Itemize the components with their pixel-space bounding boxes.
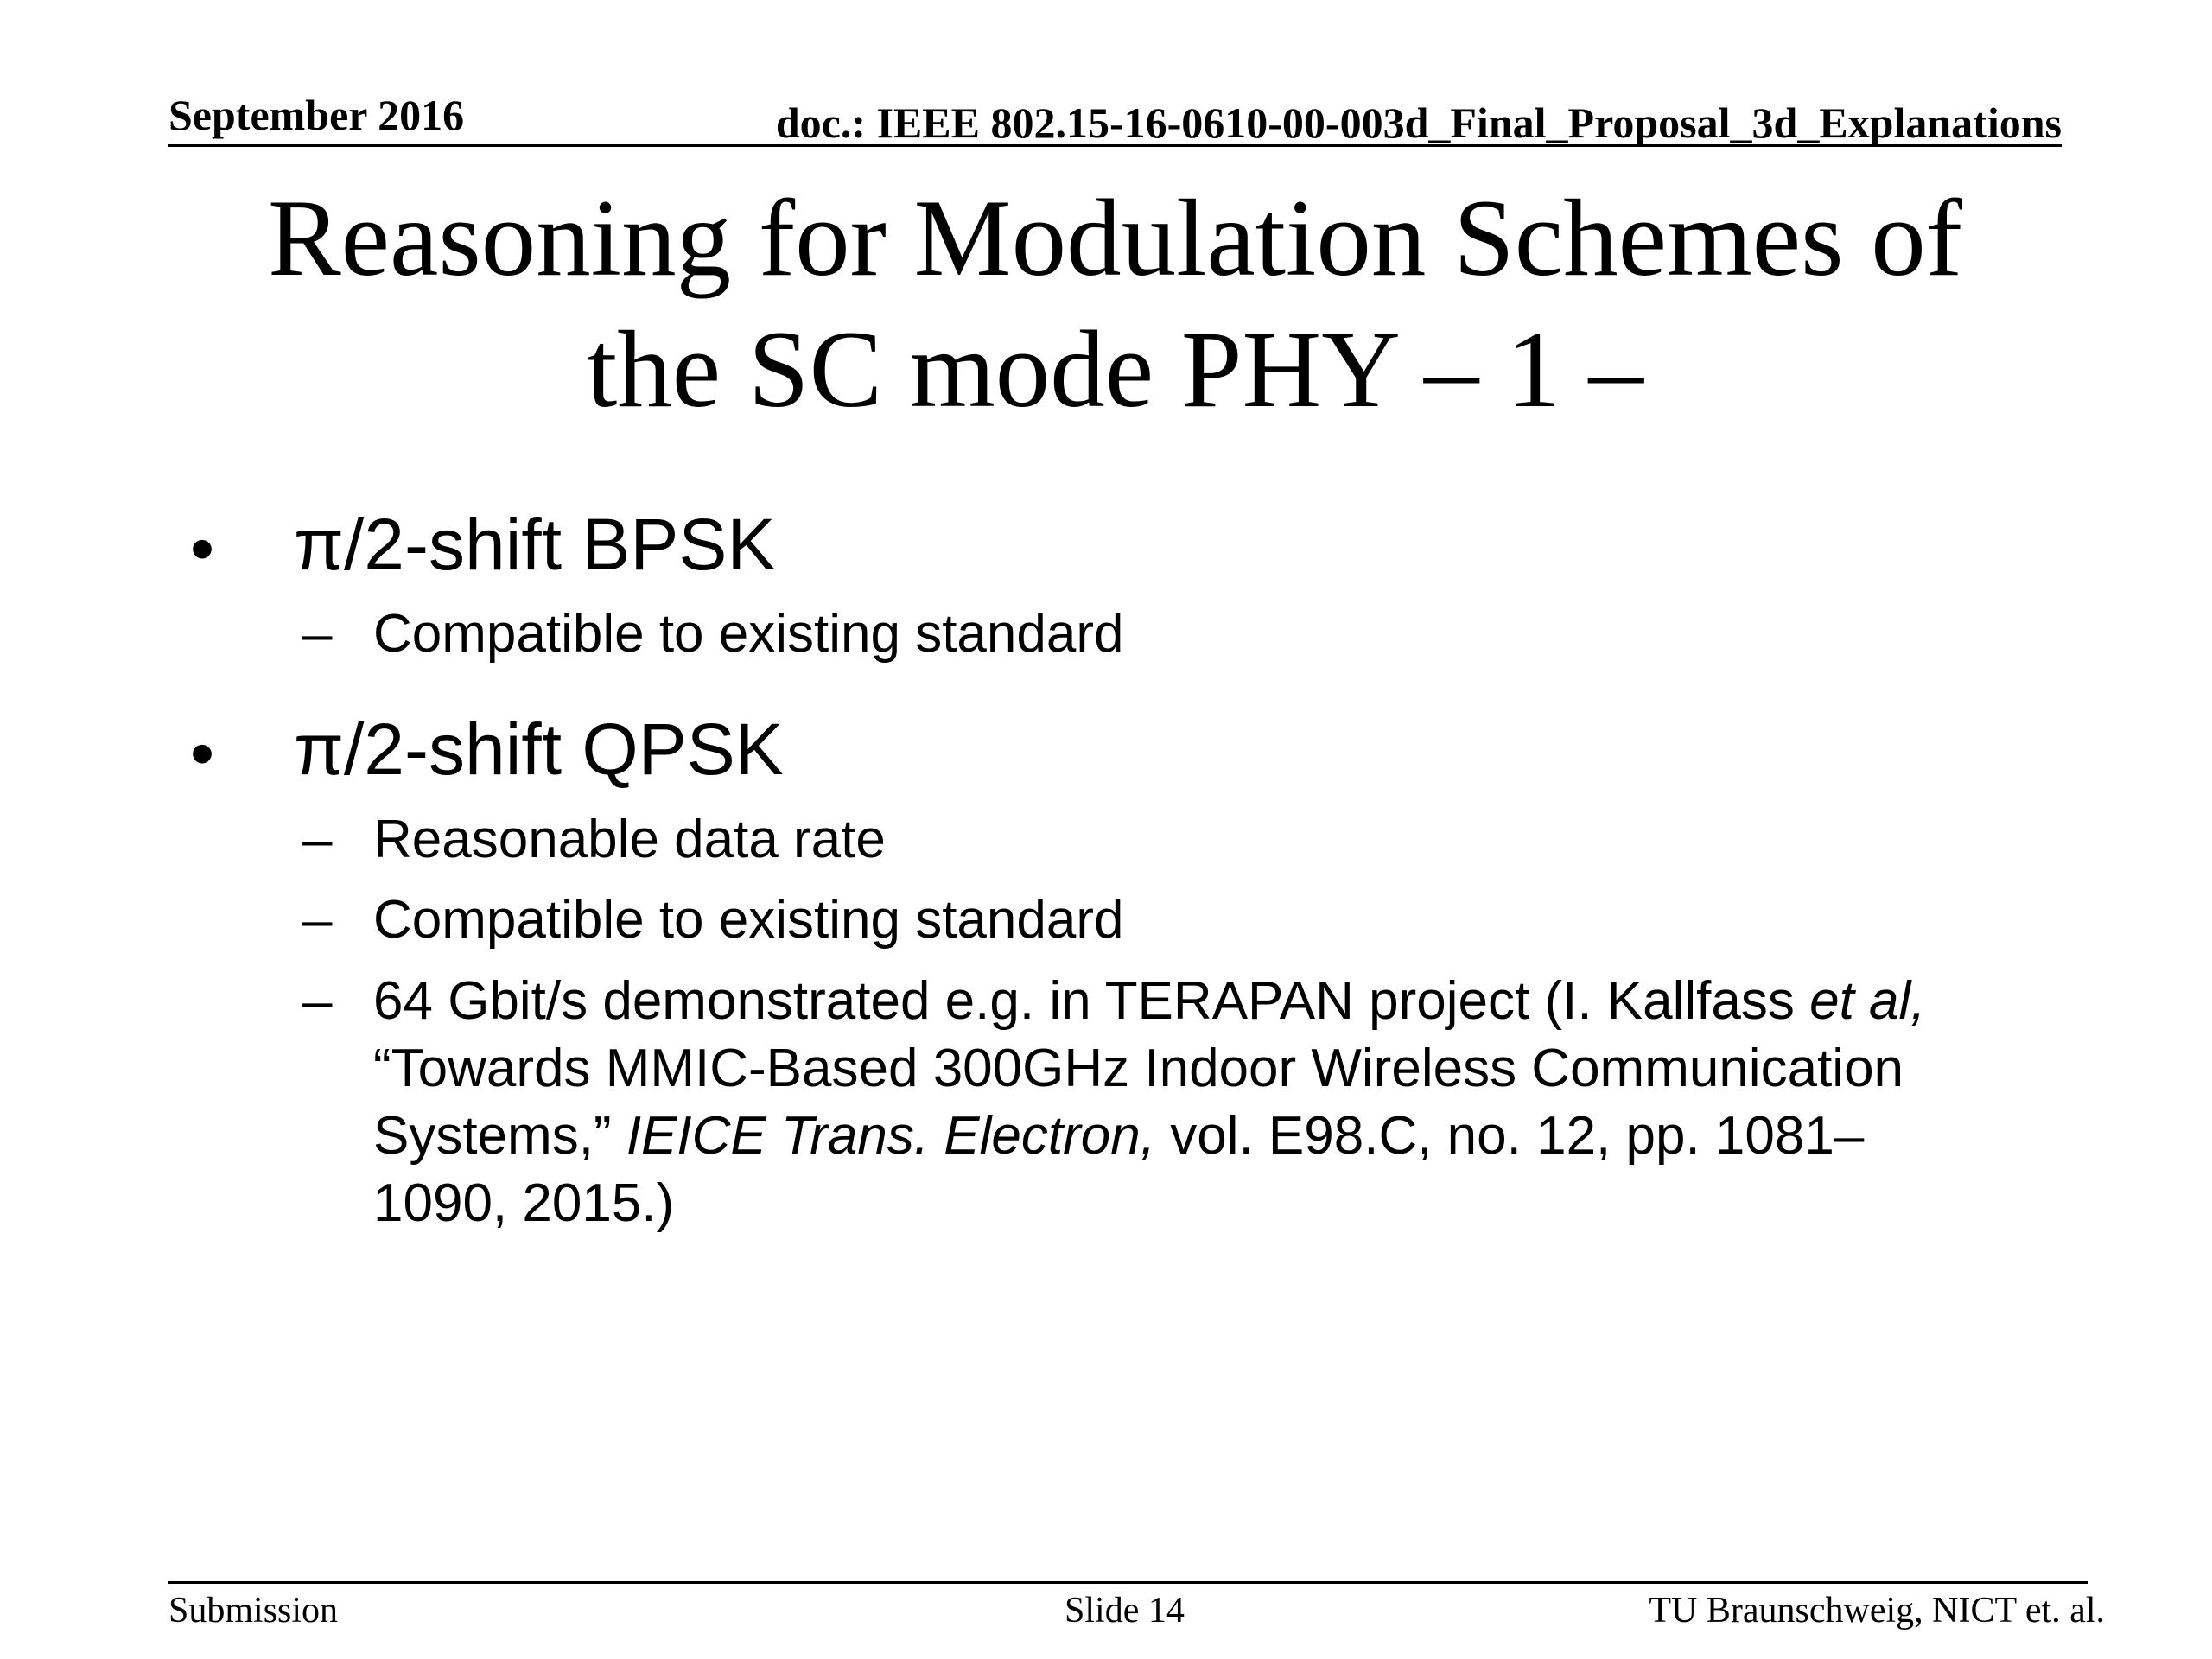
sub-bullet-qpsk-data-rate: Reasonable data rate — [373, 810, 886, 869]
sub-bullet-qpsk-compatible: Compatible to existing standard — [373, 890, 1124, 950]
bullet-marker: • — [190, 715, 215, 791]
reference-line-3-text: Systems,” — [373, 1106, 626, 1166]
reference-line-1 — [373, 968, 2058, 1035]
reference-line-4: 1090, 2015.) — [373, 1173, 675, 1233]
sub-bullet-marker: – — [302, 890, 333, 950]
reference-et-al: et al, — [1809, 971, 1926, 1031]
reference-line-3 — [373, 1103, 2058, 1170]
sub-bullet-bpsk-compatible: Compatible to existing standard — [373, 604, 1124, 664]
sub-bullet-qpsk-terapan-reference — [373, 968, 2058, 1237]
bullet-qpsk: π/2-shift QPSK — [294, 709, 784, 790]
reference-volume: vol. E98.C, no. 12, pp. 1081– — [1154, 1106, 1865, 1166]
sub-bullet-marker: – — [302, 810, 333, 869]
footer-submission: Submission — [168, 1591, 339, 1630]
slide-title-line-1: Reasoning for Modulation Schemes of — [267, 178, 1963, 299]
reference-journal: IEICE Trans. Electron, — [626, 1106, 1155, 1166]
sub-bullet-marker: – — [302, 604, 333, 664]
header-date: September 2016 — [168, 91, 465, 139]
reference-line-1-text: 64 Gbit/s demonstrated e.g. in TERAPAN project (I. Kallfass — [373, 971, 1810, 1031]
footer-divider — [168, 1581, 2088, 1584]
reference-line-2: “Towards MMIC-Based 300GHz Indoor Wireless Communication — [373, 1039, 1904, 1098]
sub-bullet-marker: – — [302, 971, 333, 1031]
footer-authors: TU Braunschweig, NICT et. al. — [1649, 1591, 2105, 1630]
bullet-bpsk: π/2-shift BPSK — [294, 504, 776, 585]
bullet-marker: • — [190, 510, 215, 587]
footer-slide-number: Slide 14 — [1065, 1591, 1185, 1630]
header-doc-id: doc.: IEEE 802.15-16-0610-00-003d_Final_Proposal_3d_Explanations — [775, 99, 2062, 147]
slide-title-line-2: the SC mode PHY – 1 – — [587, 309, 1643, 430]
